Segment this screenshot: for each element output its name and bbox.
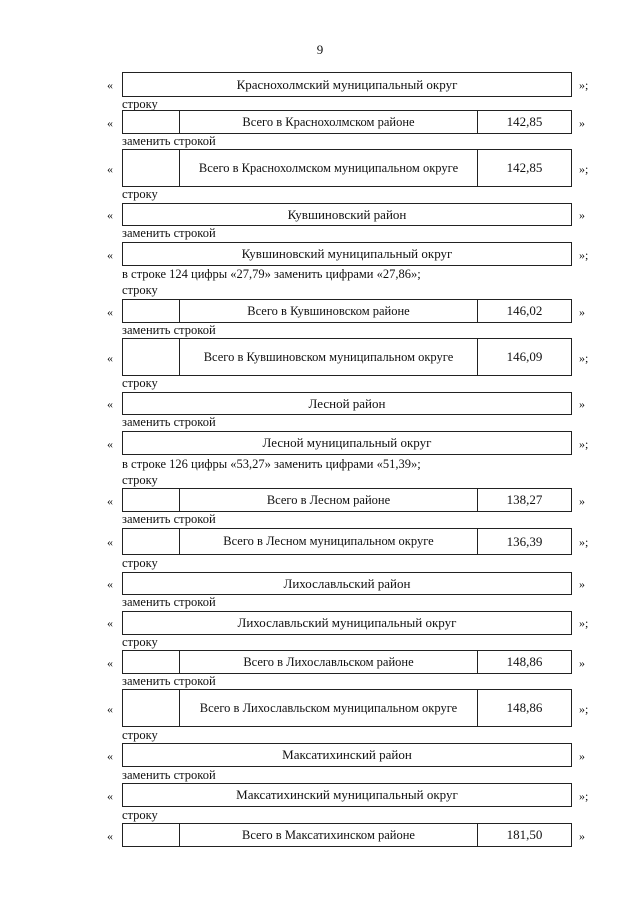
row-text: Кувшиновский район <box>287 206 407 222</box>
close-quote: »; <box>579 78 589 92</box>
table-row <box>122 338 572 376</box>
row-number-cell <box>123 824 180 846</box>
row-value: 146,09 <box>506 349 543 364</box>
instruction-text: в строке 126 цифры «53,27» заменить цифрами «51,39»; <box>122 457 421 471</box>
open-quote: « <box>107 162 113 176</box>
row-text: Всего в Краснохолмском районе <box>180 111 478 133</box>
close-quote: »; <box>579 616 589 630</box>
instruction-text: заменить строкой <box>122 595 216 609</box>
row-number-cell <box>123 150 180 186</box>
row-value: 138,27 <box>506 492 543 507</box>
row-text: Всего в Лихославльском муниципальном округе <box>180 690 478 726</box>
open-quote: « <box>107 702 113 716</box>
close-quote: »; <box>579 789 589 803</box>
table-row <box>122 572 572 595</box>
instruction-text: заменить строкой <box>122 512 216 526</box>
open-quote: « <box>107 535 113 549</box>
row-value: 142,85 <box>506 114 543 129</box>
instruction-text: строку <box>122 283 158 297</box>
close-quote: »; <box>579 702 589 716</box>
open-quote: « <box>107 116 113 130</box>
instruction-text: строку <box>122 376 158 390</box>
row-number-cell <box>123 339 180 375</box>
row-text: Лихославльский район <box>283 575 411 591</box>
open-quote: « <box>107 437 113 451</box>
instruction-text: строку <box>122 635 158 649</box>
instruction-text: заменить строкой <box>122 323 216 337</box>
table-row <box>122 611 572 635</box>
row-text: Всего в Лесном муниципальном округе <box>180 529 478 554</box>
row-number-cell <box>123 489 180 511</box>
open-quote: « <box>107 577 113 591</box>
table-row <box>122 72 572 97</box>
row-value: 148,86 <box>506 654 543 669</box>
open-quote: « <box>107 78 113 92</box>
row-text: Всего в Кувшиновском районе <box>180 300 478 322</box>
open-quote: « <box>107 305 113 319</box>
table-row <box>122 392 572 415</box>
instruction-text: заменить строкой <box>122 674 216 688</box>
close-quote: » <box>579 829 585 843</box>
open-quote: « <box>107 208 113 222</box>
table-row <box>122 488 572 512</box>
row-value: 181,50 <box>506 827 543 842</box>
close-quote: »; <box>579 248 589 262</box>
table-row <box>122 650 572 674</box>
open-quote: « <box>107 397 113 411</box>
row-value: 148,86 <box>506 700 543 715</box>
table-row <box>122 743 572 767</box>
table-row <box>122 823 572 847</box>
row-text: Всего в Краснохолмском муниципальном округе <box>180 150 478 186</box>
table-row <box>122 689 572 727</box>
row-text: Всего в Максатихинском районе <box>180 824 478 846</box>
instruction-text: строку <box>122 808 158 822</box>
close-quote: » <box>579 577 585 591</box>
open-quote: « <box>107 749 113 763</box>
row-number-cell <box>123 300 180 322</box>
close-quote: » <box>579 116 585 130</box>
page-number: 9 <box>316 42 324 57</box>
table-row <box>122 528 572 555</box>
open-quote: « <box>107 248 113 262</box>
row-value: 146,02 <box>506 303 543 318</box>
row-text: Всего в Лихославльском районе <box>180 651 478 673</box>
close-quote: » <box>579 305 585 319</box>
instruction-text: заменить строкой <box>122 226 216 240</box>
close-quote: »; <box>579 162 589 176</box>
row-value: 142,85 <box>506 160 543 175</box>
row-number-cell <box>123 651 180 673</box>
row-value: 136,39 <box>506 533 543 549</box>
instruction-text: строку <box>122 473 158 487</box>
table-row <box>122 110 572 134</box>
row-text: Лихославльский муниципальный округ <box>237 615 457 630</box>
close-quote: »; <box>579 535 589 549</box>
row-number-cell <box>123 690 180 726</box>
open-quote: « <box>107 351 113 365</box>
open-quote: « <box>107 829 113 843</box>
close-quote: » <box>579 656 585 670</box>
row-number-cell <box>123 111 180 133</box>
table-row <box>122 783 572 807</box>
instruction-text: заменить строкой <box>122 768 216 782</box>
row-text: Кувшиновский муниципальный округ <box>241 246 453 261</box>
close-quote: »; <box>579 437 589 451</box>
table-row <box>122 149 572 187</box>
row-text: Максатихинский муниципальный округ <box>236 787 458 802</box>
row-text: Лесной муниципальный округ <box>262 435 432 450</box>
instruction-text: строку <box>122 187 158 201</box>
row-number-cell <box>123 529 180 554</box>
close-quote: » <box>579 208 585 222</box>
row-text: Лесной район <box>308 395 386 411</box>
row-text: Всего в Лесном районе <box>180 489 478 511</box>
instruction-text: строку <box>122 728 158 742</box>
row-text: Всего в Кувшиновском муниципальном округе <box>180 339 478 375</box>
open-quote: « <box>107 656 113 670</box>
open-quote: « <box>107 616 113 630</box>
close-quote: » <box>579 397 585 411</box>
table-row <box>122 203 572 226</box>
close-quote: » <box>579 494 585 508</box>
table-row <box>122 242 572 266</box>
instruction-text: строку <box>122 556 158 570</box>
row-text: Краснохолмский муниципальный округ <box>236 76 458 92</box>
row-text: Максатихинский район <box>282 747 412 762</box>
table-row <box>122 299 572 323</box>
instruction-text: строку <box>122 97 158 111</box>
table-row <box>122 431 572 455</box>
instruction-text: заменить строкой <box>122 134 216 148</box>
close-quote: » <box>579 749 585 763</box>
open-quote: « <box>107 789 113 803</box>
close-quote: »; <box>579 351 589 365</box>
instruction-text: в строке 124 цифры «27,79» заменить цифрами «27,86»; <box>122 267 421 281</box>
open-quote: « <box>107 494 113 508</box>
instruction-text: заменить строкой <box>122 415 216 429</box>
